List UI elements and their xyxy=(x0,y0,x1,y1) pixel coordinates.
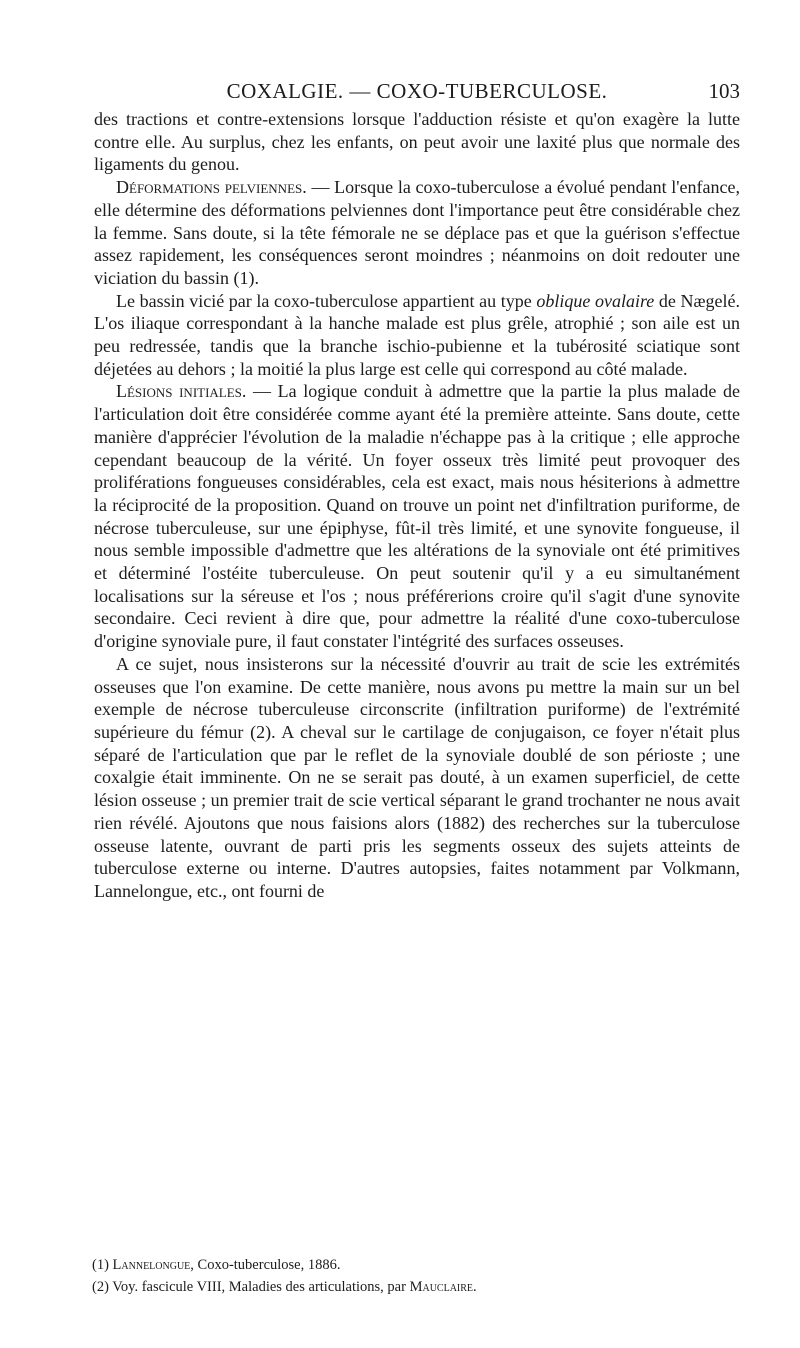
paragraph-deformations-pelviennes xyxy=(94,176,740,290)
footnote-2-author: Mauclaire xyxy=(409,1279,474,1295)
page-number: 103 xyxy=(708,79,740,103)
paragraph-1: des tractions et contre-extensions lorsque l'adduction résiste et qu'on exagère la lutte contre elle. Au surplus, chez les enfants, on peut avoir une laxité plus que normale des ligaments du genou. xyxy=(94,109,740,175)
italic-term-oblique-ovalaire: oblique ovalaire xyxy=(536,290,655,311)
footnotes xyxy=(92,1254,740,1298)
footnote-2-marker: (2) xyxy=(92,1279,113,1295)
running-title: COXALGIE. — COXO-TUBERCULOSE. xyxy=(226,79,608,103)
footnote-1-author: Lannelongue xyxy=(112,1257,191,1273)
paragraph-5: A ce sujet, nous insisterons sur la nécessité d'ouvrir au trait de scie les extrémités osseuses que l'on examine. De cette manière, nous avons pu mettre la main sur un bel exemple de nécrose tuberculeuse circonscrite (infiltration puriforme) de l'extrémité supérieure du fémur (2). A cheval sur le cartilage de conjugaison, ce foyer n'était plus séparé de l'articulation que par le reflet de la synoviale doublé de son périoste ; une coxalgie était imminente. On ne se serait pas douté, à un examen superficiel, de cette lésion osseuse ; un premier trait de scie vertical séparant le grand trochanter ne nous avait rien révélé. Ajoutons que nous faisions alors (1882) des recherches sur la tuberculose osseuse latente, ouvrant de parti pris les segments osseux des sujets atteints de tuberculose externe ou interne. D'autres autopsies, faites notamment par Volkmann, Lannelongue, etc., ont fourni de xyxy=(94,653,740,901)
paragraph-2-text: — Lorsque la coxo-tuberculose a évolué pendant l'enfance, elle détermine des déformations pelviennes dont l'importance peut être considérable chez la femme. Sans doute, si la tête fémorale ne se déplace pas et que la guérison s'effectue assez rapidement, les conséquences seront moindres ; néanmoins on doit redouter une viciation du bassin (1). xyxy=(94,177,740,288)
paragraph-3-before: Le bassin vicié par la coxo-tuberculose appartient au type xyxy=(116,290,537,311)
footnote-2-text: Voy. fascicule VIII, Maladies des articulations, par xyxy=(112,1279,410,1295)
footnote-2 xyxy=(92,1276,740,1298)
footnote-1-text: , Coxo-tuberculose, 1886. xyxy=(190,1257,341,1273)
section-heading-lesions: Lésions initiales. xyxy=(116,381,247,402)
paragraph-3-after: de Nægelé. L'os iliaque correspondant à la hanche malade est plus grêle, atrophié ; son aile est un peu redressée, tandis que la branche ischio-pubienne et la tubérosité sciatique sont déjetées au dehors ; la moitié la plus large est celle qui correspond au côté malade. xyxy=(94,290,740,379)
body-text xyxy=(94,108,740,903)
paragraph-lesions-initiales xyxy=(94,380,740,652)
paragraph-4-text: — La logique conduit à admettre que la partie la plus malade de l'articulation doit être considérée comme ayant été la première atteinte. Sans doute, cette manière d'apprécier l'évolution de la maladie n'échappe pas à la critique ; elle approche cependant beaucoup de la vérité. Un foyer osseux très limité peut provoquer des proliférations fongueuses considérables, cela est exact, mais nous hésiterions à admettre la réciprocité de la proposition. Quand on trouve un point net d'infiltration puriforme, de nécrose tuberculeuse, sur une épiphyse, fût-il très limité, et une synovite fongueuse, il nous semble impossible d'admettre que les altérations de la synoviale ont été primitives et déterminé l'ostéite tuberculeuse. On peut soutenir qu'il y a eu simultanément localisations sur la séreuse et l'os ; nous préférerions croire qu'il s'agit d'une synovite secondaire. Ceci revient à dire que, pour admettre la réalité d'une coxo-tuberculose d'origine synoviale pure, il faut constater l'intégrité des surfaces osseuses. xyxy=(94,381,740,652)
section-heading-deformations: Déformations pelviennes. xyxy=(116,177,307,198)
running-head xyxy=(94,79,740,109)
footnote-2-end: . xyxy=(473,1279,477,1295)
paragraph-bassin-vicie xyxy=(94,290,740,381)
footnote-1-marker: (1) xyxy=(92,1257,113,1273)
footnote-1 xyxy=(92,1254,740,1276)
